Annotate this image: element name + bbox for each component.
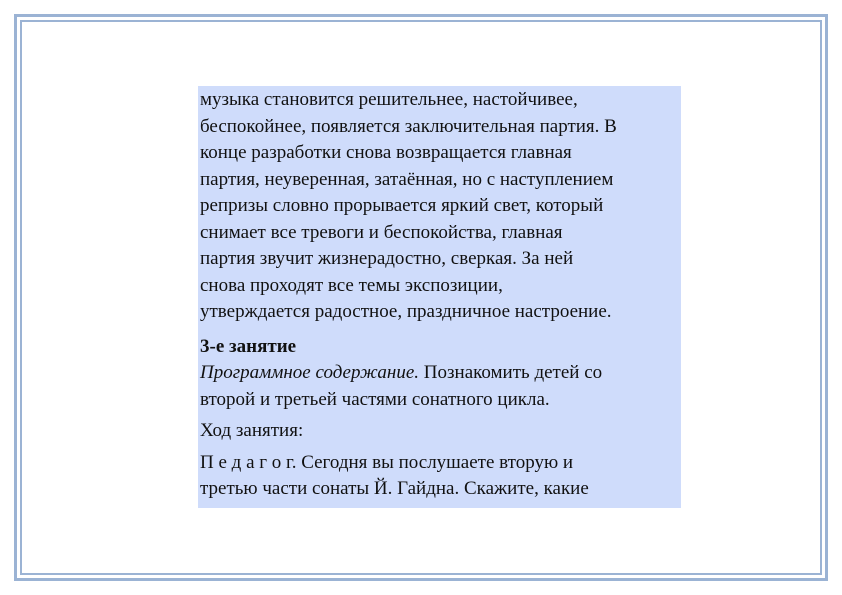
- program-content-text: Познакомить детей со: [419, 362, 603, 383]
- text-line: [200, 450, 679, 477]
- teacher-text: Сегодня вы послушаете вторую и: [296, 451, 574, 473]
- text-block: [198, 86, 681, 508]
- program-content-paragraph: [200, 360, 679, 413]
- text-line: партия, неуверенная, затаённая, но с наступлением: [200, 168, 614, 190]
- text-line: снова проходят все темы экспозиции,: [200, 274, 503, 296]
- text-line: утверждается радостное, праздничное настроение.: [200, 301, 612, 322]
- text-line: конце разработки снова возвращается главная: [200, 142, 572, 163]
- text-line: репризы словно прорывается яркий свет, который: [200, 195, 604, 216]
- text-line: снимает все тревоги и беспокойства, главная: [200, 221, 563, 243]
- program-content-label: Программное содержание.: [200, 362, 420, 383]
- text-line: третью части сонаты Й. Гайдна. Скажите, какие: [200, 478, 589, 499]
- teacher-label: П е д а г о г.: [200, 451, 297, 473]
- paragraph-music-description: [200, 87, 679, 326]
- text-line: партия звучит жизнерадостно, сверкая. За ней: [200, 248, 574, 269]
- text-line: второй и третьей частями сонатного цикла.: [200, 388, 550, 410]
- text-line: музыка становится решительнее, настойчивее,: [200, 89, 578, 110]
- lesson-heading: 3-е занятие: [200, 335, 297, 357]
- text-line: беспокойнее, появляется заключительная партия. В: [200, 115, 617, 137]
- course-label: Ход занятия:: [200, 420, 304, 441]
- text-line: [200, 360, 679, 387]
- teacher-paragraph: [200, 450, 679, 503]
